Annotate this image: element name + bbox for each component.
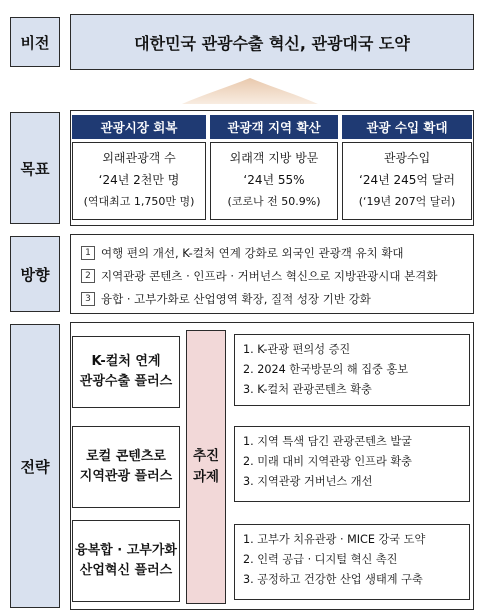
task-1-1: 1. K-관광 편의성 증진 [243,343,351,356]
goal-3-line-3: (‘19년 207억 달러) [358,195,456,208]
goal-2-line-1: 외래객 지방 방문 [229,151,319,165]
direction-label: 방향 [10,236,60,312]
direction-num-3: 3 [81,292,95,306]
goal-2-line-2: ‘24년 55% [243,173,305,187]
strategy-3-line-1: 융복합 · 고부가화 [75,543,177,558]
strategy-3-box [72,520,180,602]
strategy-3-line-2: 산업혁신 플러스 [79,563,173,578]
direction-text-3: 융합 · 고부가화로 산업영역 확장, 질적 성장 기반 강화 [101,291,371,306]
direction-num-2: 2 [81,269,95,283]
task-1-3: 3. K-컬처 관광콘텐츠 확충 [243,383,372,396]
strategy-label: 전략 [10,324,60,608]
strategy-2-box [72,426,180,508]
strategy-2-line-2: 지역관광 플러스 [79,469,173,484]
direction-num-1: 1 [81,246,95,260]
tasks-1-box [234,334,470,406]
goal-2-line-3: (코로나 전 50.9%) [227,195,321,208]
goal-2-header: 관광객 지역 확산 [210,115,338,139]
direction-text-1: 여행 편의 개선, K-컬처 연계 강화로 외국인 관광객 유치 확대 [101,245,404,260]
goal-2-body [210,142,338,220]
up-arrow [180,76,320,106]
strategy-2-line-1: 로컬 콘텐츠로 [86,449,166,464]
strategy-1-box [72,336,180,408]
strategy-1-line-2: 관광수출 플러스 [79,374,173,389]
direction-frame [70,234,474,314]
goal-1-header: 관광시장 회복 [72,115,206,139]
task-3-1: 1. 고부가 치유관광 · MICE 강국 도약 [243,533,426,546]
goals-label: 목표 [10,112,60,224]
push-tasks-box [186,330,226,604]
vision-statement: 대한민국 관광수출 혁신, 관광대국 도약 [70,14,474,70]
task-2-2: 2. 미래 대비 지역관광 인프라 확충 [243,455,412,468]
goal-1-line-2: ‘24년 2천만 명 [98,173,180,187]
goal-3-line-1: 관광수입 [383,151,431,165]
task-2-3: 3. 지역관광 거버넌스 개선 [243,475,373,488]
goal-3-header: 관광 수입 확대 [342,115,472,139]
direction-item-2 [81,264,473,287]
goal-3-body [342,142,472,220]
goal-1-line-1: 외래관광객 수 [102,151,176,165]
tasks-2-box [234,426,470,502]
direction-item-1 [81,241,473,264]
direction-item-3 [81,287,473,310]
tasks-3-box [234,524,470,600]
goal-1-body [72,142,206,220]
strategy-1-line-1: K-컬처 연계 [91,354,161,369]
direction-text-2: 지역관광 콘텐츠 · 인프라 · 거버넌스 혁신으로 지방관광시대 본격화 [101,268,438,283]
task-3-2: 2. 인력 공급 · 디지털 혁신 촉진 [243,553,398,566]
push-tasks-line-2: 과제 [192,469,220,485]
task-1-2: 2. 2024 한국방문의 해 집중 홍보 [243,363,408,376]
goal-1-line-3: (역대최고 1,750만 명) [83,195,195,208]
push-tasks-line-1: 추진 [192,448,220,464]
vision-label: 비전 [10,17,60,67]
goal-3-line-2: ‘24년 245억 달러 [359,173,455,187]
task-3-3: 3. 공정하고 건강한 산업 생태계 구축 [243,573,423,586]
task-2-1: 1. 지역 특색 담긴 관광콘텐츠 발굴 [243,435,412,448]
